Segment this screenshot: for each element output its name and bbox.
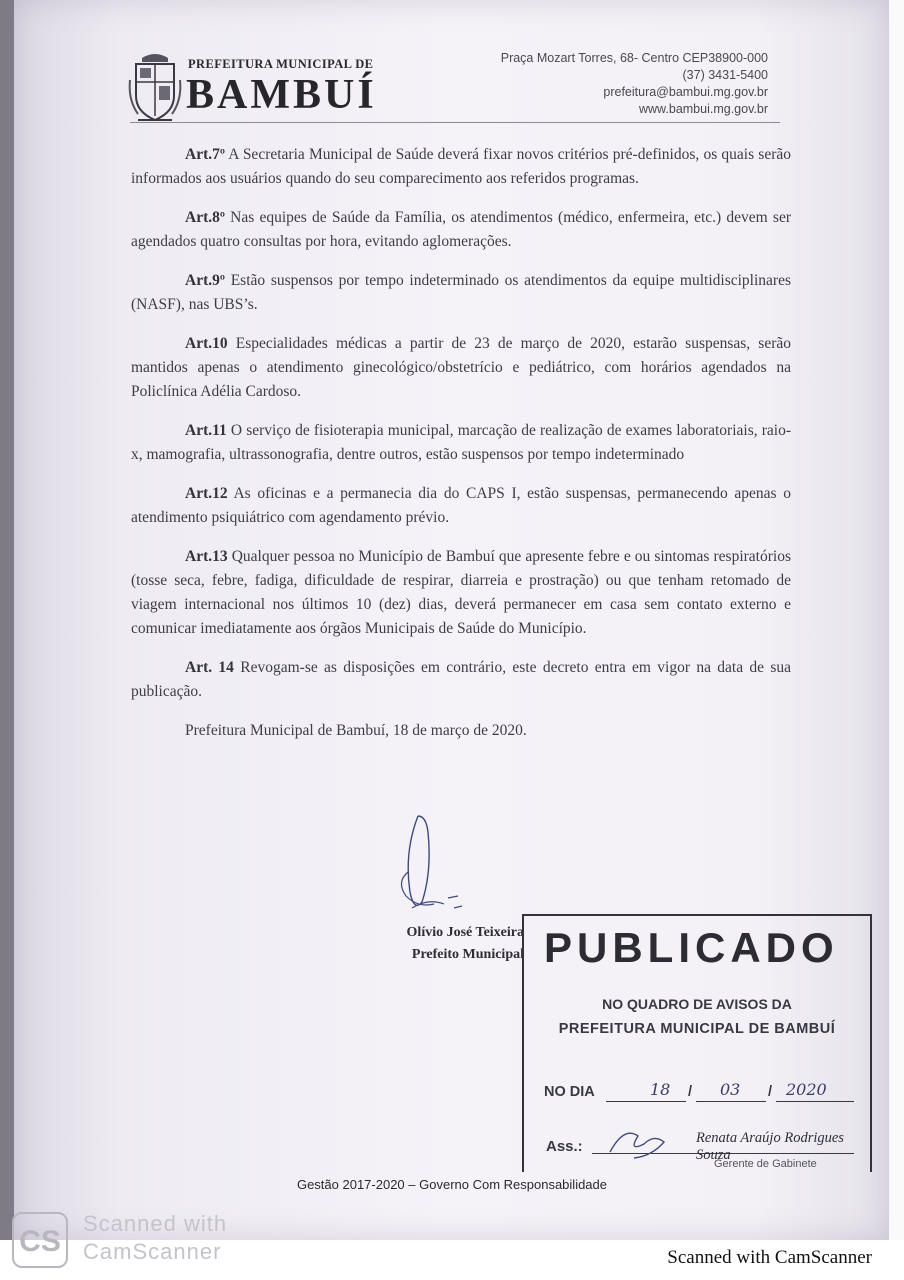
header-divider [130, 122, 780, 123]
date-month-line [696, 1101, 766, 1102]
stamp-date-label: NO DIA [544, 1084, 595, 1100]
scan-left-shadow [0, 0, 14, 1240]
mayor-signature-drawing [388, 812, 478, 922]
email-text: prefeitura@bambui.mg.gov.br [603, 85, 768, 99]
publication-stamp [522, 914, 872, 1172]
stamp-initials-drawing [604, 1122, 674, 1162]
signer-title: Prefeito Municipal [411, 947, 524, 962]
date-month-value: 03 [720, 1080, 741, 1099]
article-text: Nas equipes de Saúde da Família, os atendimentos (médico, enfermeira, etc.) devem ser agendados quatro consultas por hora, evitando aglomerações. [131, 209, 791, 250]
date-year-line [776, 1101, 854, 1102]
watermark-line-2: CamScanner [83, 1239, 222, 1264]
article-paragraph [131, 332, 791, 404]
scan-right-margin [889, 0, 904, 1240]
decree-body [131, 143, 791, 758]
article-paragraph [131, 545, 791, 641]
article-text: O serviço de fisioterapia municipal, marcação de realização de exames laboratoriais, raio-x, mamografia, ultrassonografia, dentre outros, estão suspensos por tempo indeterminado [131, 422, 791, 463]
article-text: Revogam-se as disposições em contrário, este decreto entra em vigor na data de sua publicação. [131, 659, 791, 700]
article-text: As oficinas e a permanecia dia do CAPS I, estão suspensas, permanecendo apenas o atendimento psiquiátrico com agendamento prévio. [131, 485, 791, 526]
page-footer: Gestão 2017-2020 – Governo Com Responsabilidade [296, 1177, 608, 1192]
date-day-value: 18 [650, 1080, 671, 1099]
article-label: Art.12 [185, 485, 228, 502]
letterhead-contact-block [501, 50, 768, 118]
article-text: Especialidades médicas a partir de 23 de março de 2020, estarão suspensas, serão mantidos apenas o atendimento ginecológico/obstetrício e pediátrico, com horários agendados na Policlínica Adélia Cardoso. [131, 335, 791, 400]
stamp-sign-label: Ass.: [546, 1138, 583, 1155]
article-text: A Secretaria Municipal de Saúde deverá fixar novos critérios pré-definidos, os quais serão informados aos usuários quando do seu comparecimento aos referidos programas. [131, 146, 791, 187]
date-separator: / [688, 1084, 693, 1100]
camscanner-logo-icon: CS [12, 1212, 68, 1268]
date-year-value: 2020 [786, 1080, 827, 1099]
article-paragraph [131, 269, 791, 317]
scanner-footer-text: Scanned with CamScanner [667, 1247, 872, 1268]
article-text: Qualquer pessoa no Município de Bambuí que apresente febre e ou sintomas respiratórios (tosse seca, febre, fadiga, dificuldade de respirar, diarreia e prostração) ou que tenham retomado de viagem internacional nos últimos 10 (dez) dias, deverá permanecer em casa sem contato externo e comunicar imediatamente aos órgãos Municipais de Saúde do Município. [131, 548, 791, 637]
article-paragraph [131, 206, 791, 254]
article-label: Art.8º [185, 209, 225, 226]
stamp-signed-name: Renata Araújo Rodrigues Souza [696, 1130, 844, 1163]
stamp-title: PUBLICADO [544, 924, 839, 971]
article-paragraph [131, 482, 791, 530]
phone-text: (37) 3431-5400 [682, 68, 768, 82]
website-text: www.bambui.mg.gov.br [639, 102, 768, 116]
stamp-line-1: NO QUADRO DE AVISOS DA [602, 996, 792, 1012]
municipal-crest-icon [128, 50, 182, 124]
article-label: Art.9º [185, 272, 225, 289]
article-text: Estão suspensos por tempo indeterminado os atendimentos da equipe multidisciplinares (NASF), nas UBS’s. [131, 272, 791, 313]
letterhead-office-label: PREFEITURA MUNICIPAL DE [188, 57, 374, 71]
article-label: Art.7º [185, 146, 225, 163]
date-day-line [606, 1101, 686, 1102]
stamp-line-2: PREFEITURA MUNICIPAL DE BAMBUÍ [558, 1021, 836, 1037]
signer-name: Olívio José Teixeira [406, 925, 524, 940]
article-label: Art.11 [185, 422, 227, 439]
watermark-line-1: Scanned with [83, 1211, 228, 1236]
article-paragraph [131, 419, 791, 467]
signer-block [372, 922, 524, 966]
article-paragraph [131, 143, 791, 191]
article-label: Art. 14 [185, 659, 234, 676]
address-text: Praça Mozart Torres, 68- Centro CEP38900-000 [500, 51, 768, 65]
stamp-signed-role: Gerente de Gabinete [714, 1158, 817, 1170]
date-separator: / [768, 1084, 773, 1100]
letterhead-city-name: BAMBUÍ [186, 72, 377, 118]
closing-line: Prefeitura Municipal de Bambuí, 18 de março de 2020. [185, 722, 527, 739]
article-label: Art.10 [185, 335, 228, 352]
article-paragraph [131, 656, 791, 704]
article-label: Art.13 [185, 548, 228, 565]
